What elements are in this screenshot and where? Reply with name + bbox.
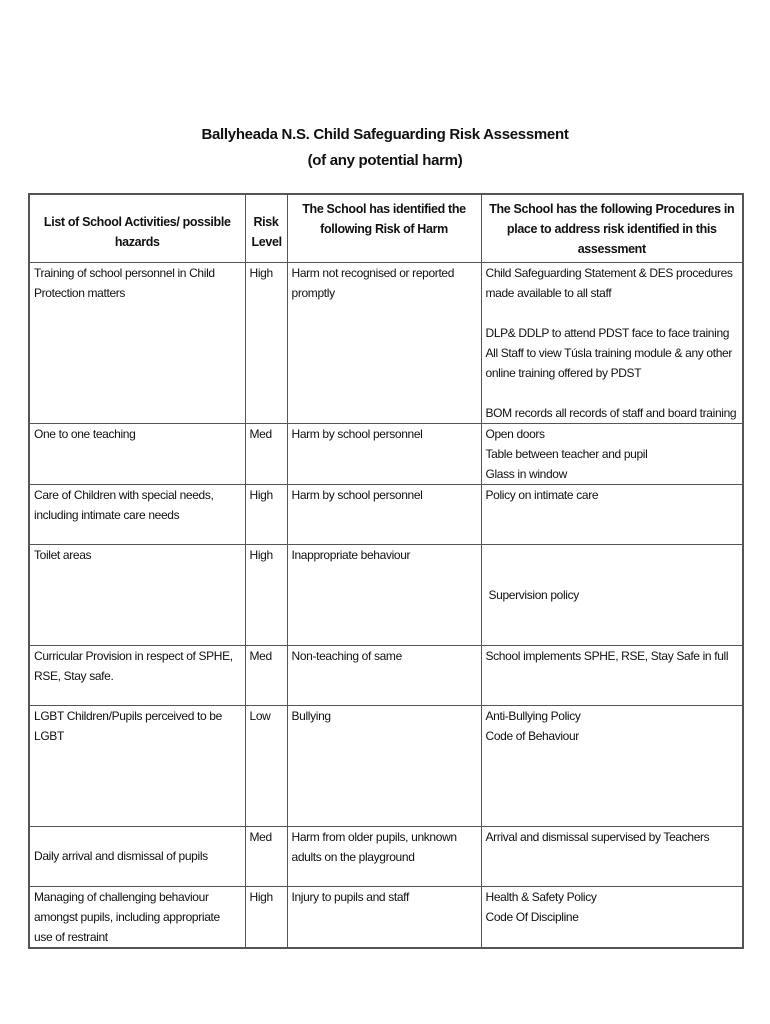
activity-cell: Curricular Provision in respect of SPHE, RSE, Stay safe. <box>29 645 245 705</box>
risk-level-cell: High <box>245 484 287 544</box>
risk-cell: Harm from older pupils, unknown adults on the playground <box>287 826 481 886</box>
risk-cell: Harm by school personnel <box>287 484 481 544</box>
risk-level-cell: High <box>245 262 287 423</box>
header-activities: List of School Activities/ possible hazards <box>29 194 245 262</box>
activity-cell: LGBT Children/Pupils perceived to be LGBT <box>29 705 245 826</box>
procedures-cell <box>481 262 743 423</box>
risk-assessment-table <box>28 193 744 949</box>
risk-level-cell: Med <box>245 826 287 886</box>
activity-cell: One to one teaching <box>29 423 245 484</box>
activity-cell: Training of school personnel in Child Protection matters <box>29 262 245 423</box>
spacer <box>486 383 739 403</box>
header-risk-of-harm: The School has identified the following Risk of Harm <box>287 194 481 262</box>
risk-cell: Harm by school personnel <box>287 423 481 484</box>
activity-cell: Toilet areas <box>29 544 245 645</box>
procedure-line: Supervision policy <box>485 587 579 602</box>
procedure-line: Table between teacher and pupil <box>485 446 648 461</box>
procedure-line: Arrival and dismissal supervised by Teachers <box>485 829 710 844</box>
table-row <box>29 484 743 544</box>
procedure-line: DLP& DDLP to attend PDST face to face training <box>485 325 730 340</box>
procedures-cell <box>481 544 743 645</box>
table-row <box>29 826 743 886</box>
risk-cell: Injury to pupils and staff <box>287 886 481 948</box>
risk-level-cell: High <box>245 886 287 948</box>
risk-level-cell: Med <box>245 423 287 484</box>
procedures-cell <box>481 826 743 886</box>
procedures-cell <box>481 645 743 705</box>
table-row <box>29 886 743 948</box>
table-row <box>29 645 743 705</box>
header-risk-level: Risk Level <box>245 194 287 262</box>
procedure-line: Child Safeguarding Statement & DES procedures made available to all staff <box>485 265 733 300</box>
activity-cell: Care of Children with special needs, including intimate care needs <box>29 484 245 544</box>
procedure-line: School implements SPHE, RSE, Stay Safe in full <box>485 648 729 663</box>
table-header-row <box>29 194 743 262</box>
risk-cell: Inappropriate behaviour <box>287 544 481 645</box>
table-row <box>29 705 743 826</box>
risk-level-cell: Med <box>245 645 287 705</box>
activity-cell: Daily arrival and dismissal of pupils <box>29 826 245 886</box>
table-row <box>29 544 743 645</box>
procedures-cell <box>481 886 743 948</box>
procedure-line: Glass in window <box>485 466 567 481</box>
table-row <box>29 423 743 484</box>
procedure-line: Anti-Bullying Policy <box>485 708 581 723</box>
procedures-cell <box>481 484 743 544</box>
procedure-line: BOM records all records of staff and board training <box>485 405 737 420</box>
risk-cell: Bullying <box>287 705 481 826</box>
procedure-line: Health & Safety Policy <box>485 889 597 904</box>
procedure-line: All Staff to view Túsla training module & any other online training offered by PDST <box>485 345 733 380</box>
header-procedures: The School has the following Procedures in place to address risk identified in this assessment <box>481 194 743 262</box>
table-row <box>29 262 743 423</box>
procedure-line: Code Of Discipline <box>485 909 579 924</box>
procedures-cell <box>481 705 743 826</box>
procedure-line: Policy on intimate care <box>485 487 599 502</box>
document-title: Ballyheada N.S. Child Safeguarding Risk Assessment <box>201 126 569 143</box>
risk-level-cell: Low <box>245 705 287 826</box>
procedure-line: Code of Behaviour <box>485 728 579 743</box>
risk-cell: Non-teaching of same <box>287 645 481 705</box>
spacer <box>486 303 739 323</box>
activity-cell: Managing of challenging behaviour amongst pupils, including appropriate use of restraint <box>29 886 245 948</box>
procedures-cell <box>481 423 743 484</box>
procedure-line: Open doors <box>485 426 545 441</box>
document-subtitle: (of any potential harm) <box>307 152 463 169</box>
risk-level-cell: High <box>245 544 287 645</box>
risk-cell: Harm not recognised or reported promptly <box>287 262 481 423</box>
